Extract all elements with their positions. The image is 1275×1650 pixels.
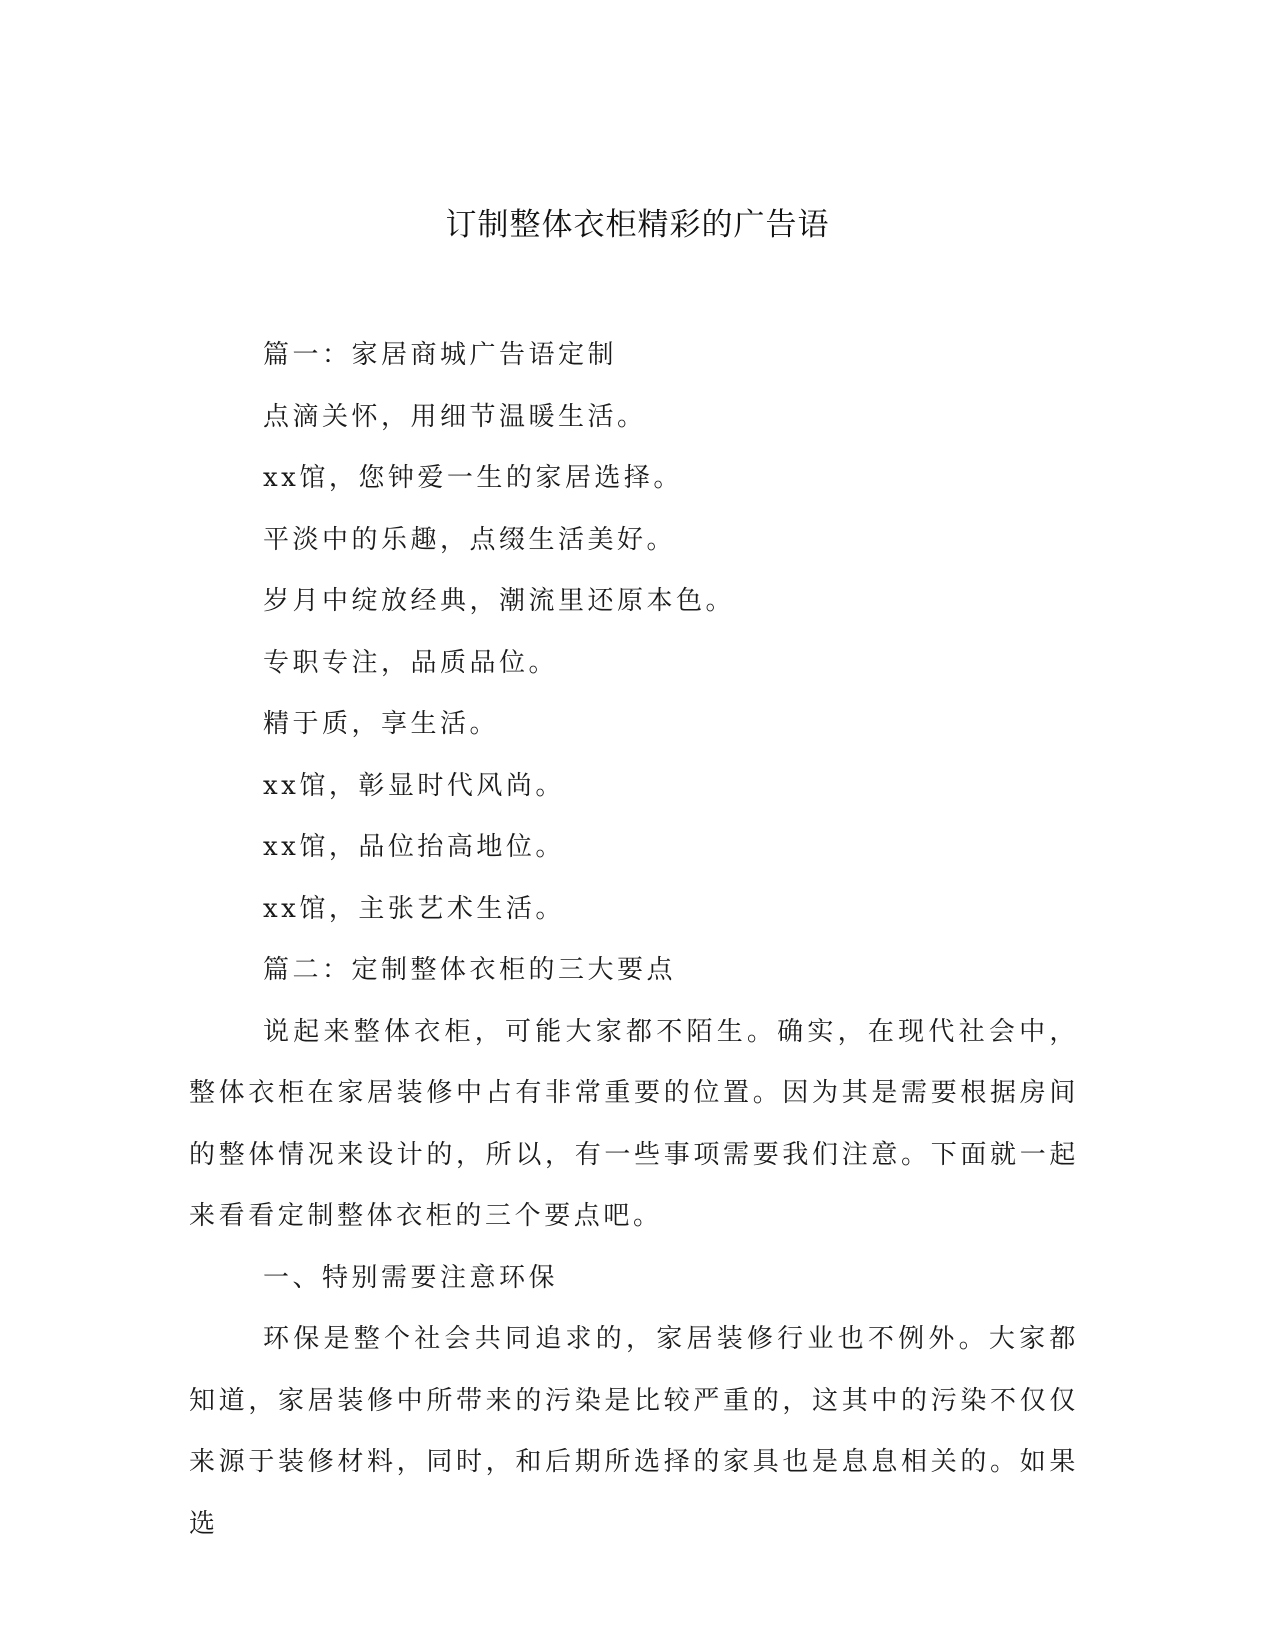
slogan-line: xx馆，品位抬高地位。 <box>263 832 565 862</box>
slogan-line: 岁月中绽放经典，潮流里还原本色。 <box>263 586 736 616</box>
slogan-line: 平淡中的乐趣，点缀生活美好。 <box>263 524 677 555</box>
section-heading-1: 篇一：家居商城广告语定制 <box>263 340 618 370</box>
slogan-line: xx馆，彰显时代风尚。 <box>263 770 565 801</box>
slogan-line: 精于质，享生活。 <box>263 709 500 739</box>
body-paragraph: 环保是整个社会共同追求的，家居装修行业也不例外。大家都知道，家居装修中所带来的污染是比较严重的，这其中的污染不仅仅来源于装修材料，同时，和后期所选择的家具也是息息相关的。如果选 <box>189 1324 1079 1539</box>
section-heading-2: 篇二：定制整体衣柜的三大要点 <box>263 955 677 985</box>
body-paragraph: 说起来整体衣柜，可能大家都不陌生。确实，在现代社会中，整体衣柜在家居装修中占有非常重要的位置。因为其是需要根据房间的整体情况来设计的，所以，有一些事项需要我们注意。下面就一起来看看定制整体衣柜的三个要点吧。 <box>189 1016 1079 1231</box>
slogan-line: xx馆，主张艺术生活。 <box>263 893 565 924</box>
document-title: 订制整体衣柜精彩的广告语 <box>445 207 830 243</box>
subheading: 一、特别需要注意环保 <box>263 1262 559 1293</box>
slogan-line: xx馆，您钟爱一生的家居选择。 <box>263 463 683 493</box>
slogan-line: 专职专注，品质品位。 <box>263 647 559 678</box>
document-body <box>189 325 1079 1555</box>
slogan-line: 点滴关怀，用细节温暖生活。 <box>263 401 647 432</box>
